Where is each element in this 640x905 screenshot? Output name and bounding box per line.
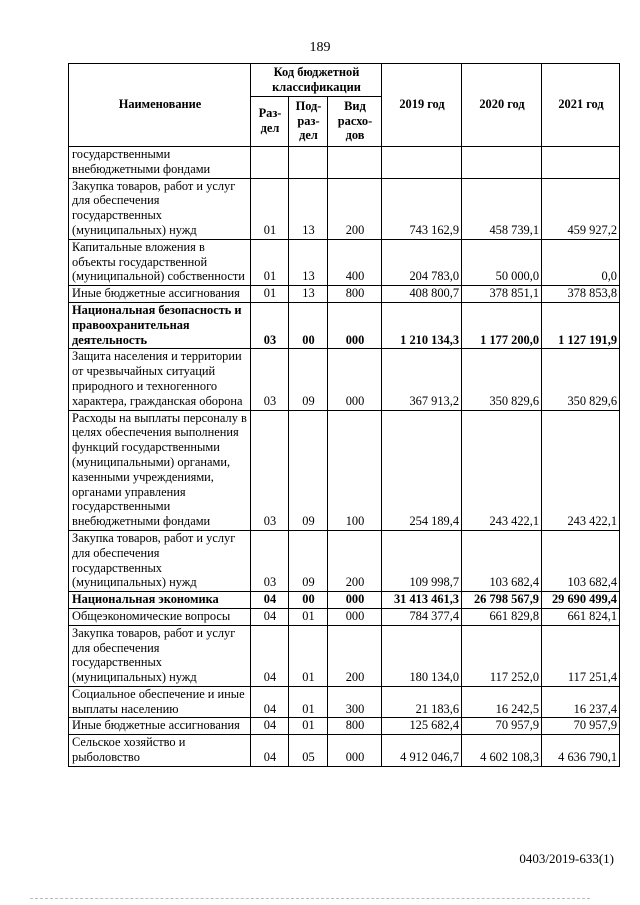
table-header [69, 64, 620, 147]
cell-2019: 180 134,0 [382, 625, 462, 686]
header-razdel: Раз- дел [251, 97, 289, 147]
cell-2021: 16 237,4 [542, 686, 620, 718]
document-code: 0403/2019-633(1) [519, 851, 614, 866]
table-row [69, 410, 620, 530]
cell-2020: 350 829,6 [462, 349, 542, 410]
table-row [69, 286, 620, 303]
cell-2021 [542, 147, 620, 179]
cell-podrazdel: 01 [289, 608, 328, 625]
cell-2019: 1 210 134,3 [382, 302, 462, 348]
cell-vid: 000 [328, 608, 382, 625]
cell-2019: 109 998,7 [382, 530, 462, 591]
cell-2019: 408 800,7 [382, 286, 462, 303]
cell-razdel: 04 [251, 625, 289, 686]
cell-2020: 1 177 200,0 [462, 302, 542, 348]
cell-podrazdel: 00 [289, 592, 328, 609]
cell-razdel: 03 [251, 302, 289, 348]
cell-name: Национальная экономика [69, 592, 251, 609]
cell-razdel: 04 [251, 735, 289, 767]
cell-vid: 100 [328, 410, 382, 530]
header-vid: Вид расхо- дов [328, 97, 382, 147]
bottom-divider [30, 898, 590, 900]
cell-name: Иные бюджетные ассигнования [69, 718, 251, 735]
cell-name: Общеэкономические вопросы [69, 608, 251, 625]
cell-vid: 400 [328, 239, 382, 285]
table-row [69, 718, 620, 735]
cell-2020 [462, 147, 542, 179]
cell-podrazdel: 13 [289, 239, 328, 285]
cell-podrazdel: 00 [289, 302, 328, 348]
cell-vid: 300 [328, 686, 382, 718]
cell-podrazdel: 01 [289, 718, 328, 735]
cell-2019: 367 913,2 [382, 349, 462, 410]
cell-2019: 204 783,0 [382, 239, 462, 285]
cell-2020: 243 422,1 [462, 410, 542, 530]
cell-razdel: 01 [251, 286, 289, 303]
table-body [69, 147, 620, 767]
cell-2021: 1 127 191,9 [542, 302, 620, 348]
cell-razdel: 01 [251, 178, 289, 239]
cell-2019 [382, 147, 462, 179]
cell-name: Защита населения и территории от чрезвычайных ситуаций природного и техногенного характера, гражданская оборона [69, 349, 251, 410]
cell-vid: 800 [328, 286, 382, 303]
table-row [69, 530, 620, 591]
cell-vid: 200 [328, 530, 382, 591]
cell-2019: 4 912 046,7 [382, 735, 462, 767]
page-number: 189 [309, 40, 331, 55]
cell-podrazdel: 01 [289, 686, 328, 718]
cell-2021: 103 682,4 [542, 530, 620, 591]
cell-2021: 378 853,8 [542, 286, 620, 303]
header-name: Наименование [69, 64, 251, 147]
table-row [69, 625, 620, 686]
cell-vid: 200 [328, 625, 382, 686]
cell-2020: 4 602 108,3 [462, 735, 542, 767]
table-row [69, 592, 620, 609]
cell-2019: 254 189,4 [382, 410, 462, 530]
cell-2020: 50 000,0 [462, 239, 542, 285]
cell-vid: 000 [328, 592, 382, 609]
cell-razdel: 03 [251, 349, 289, 410]
header-2021: 2021 год [542, 64, 620, 147]
cell-2020: 117 252,0 [462, 625, 542, 686]
cell-razdel: 03 [251, 410, 289, 530]
cell-name: Сельское хозяйство и рыболовство [69, 735, 251, 767]
cell-razdel [251, 147, 289, 179]
cell-vid: 000 [328, 735, 382, 767]
cell-2021: 243 422,1 [542, 410, 620, 530]
cell-razdel: 04 [251, 686, 289, 718]
cell-razdel: 03 [251, 530, 289, 591]
cell-2019: 784 377,4 [382, 608, 462, 625]
cell-razdel: 01 [251, 239, 289, 285]
cell-2020: 661 829,8 [462, 608, 542, 625]
cell-name: Закупка товаров, работ и услуг для обеспечения государственных (муниципальных) нужд [69, 625, 251, 686]
cell-2019: 31 413 461,3 [382, 592, 462, 609]
header-2020: 2020 год [462, 64, 542, 147]
cell-podrazdel: 05 [289, 735, 328, 767]
header-2019: 2019 год [382, 64, 462, 147]
cell-2020: 70 957,9 [462, 718, 542, 735]
table-row [69, 302, 620, 348]
header-podrazdel: Под- раз- дел [289, 97, 328, 147]
cell-2021: 661 824,1 [542, 608, 620, 625]
cell-2020: 26 798 567,9 [462, 592, 542, 609]
cell-name: Расходы на выплаты персоналу в целях обеспечения выполнения функций государственными (муниципальными) органами, казенными учреждениями, органами управления государственными внебюджетными фондами [69, 410, 251, 530]
cell-2019: 21 183,6 [382, 686, 462, 718]
cell-name: Закупка товаров, работ и услуг для обеспечения государственных (муниципальных) нужд [69, 178, 251, 239]
table-row [69, 239, 620, 285]
cell-podrazdel: 09 [289, 530, 328, 591]
cell-2021: 117 251,4 [542, 625, 620, 686]
cell-2019: 743 162,9 [382, 178, 462, 239]
cell-name: государственными внебюджетными фондами [69, 147, 251, 179]
cell-2021: 70 957,9 [542, 718, 620, 735]
table-row [69, 735, 620, 767]
cell-podrazdel [289, 147, 328, 179]
table-row [69, 178, 620, 239]
cell-2021: 459 927,2 [542, 178, 620, 239]
cell-vid: 800 [328, 718, 382, 735]
cell-name: Национальная безопасность и правоохранительная деятельность [69, 302, 251, 348]
table-row [69, 608, 620, 625]
cell-2020: 103 682,4 [462, 530, 542, 591]
cell-2021: 29 690 499,4 [542, 592, 620, 609]
cell-2021: 4 636 790,1 [542, 735, 620, 767]
cell-podrazdel: 01 [289, 625, 328, 686]
cell-vid: 000 [328, 302, 382, 348]
cell-2020: 458 739,1 [462, 178, 542, 239]
cell-podrazdel: 09 [289, 410, 328, 530]
budget-table [68, 63, 620, 767]
table-row [69, 349, 620, 410]
header-code-group: Код бюджетной классификации [251, 64, 382, 97]
cell-2020: 16 242,5 [462, 686, 542, 718]
cell-name: Капитальные вложения в объекты государственной (муниципальной) собственности [69, 239, 251, 285]
cell-vid: 000 [328, 349, 382, 410]
cell-2020: 378 851,1 [462, 286, 542, 303]
cell-podrazdel: 13 [289, 286, 328, 303]
cell-vid [328, 147, 382, 179]
cell-podrazdel: 13 [289, 178, 328, 239]
table-row [69, 147, 620, 179]
cell-2021: 0,0 [542, 239, 620, 285]
cell-razdel: 04 [251, 592, 289, 609]
cell-razdel: 04 [251, 718, 289, 735]
cell-vid: 200 [328, 178, 382, 239]
cell-razdel: 04 [251, 608, 289, 625]
cell-name: Иные бюджетные ассигнования [69, 286, 251, 303]
cell-name: Социальное обеспечение и иные выплаты населению [69, 686, 251, 718]
cell-podrazdel: 09 [289, 349, 328, 410]
cell-name: Закупка товаров, работ и услуг для обеспечения государственных (муниципальных) нужд [69, 530, 251, 591]
cell-2019: 125 682,4 [382, 718, 462, 735]
cell-2021: 350 829,6 [542, 349, 620, 410]
table-row [69, 686, 620, 718]
